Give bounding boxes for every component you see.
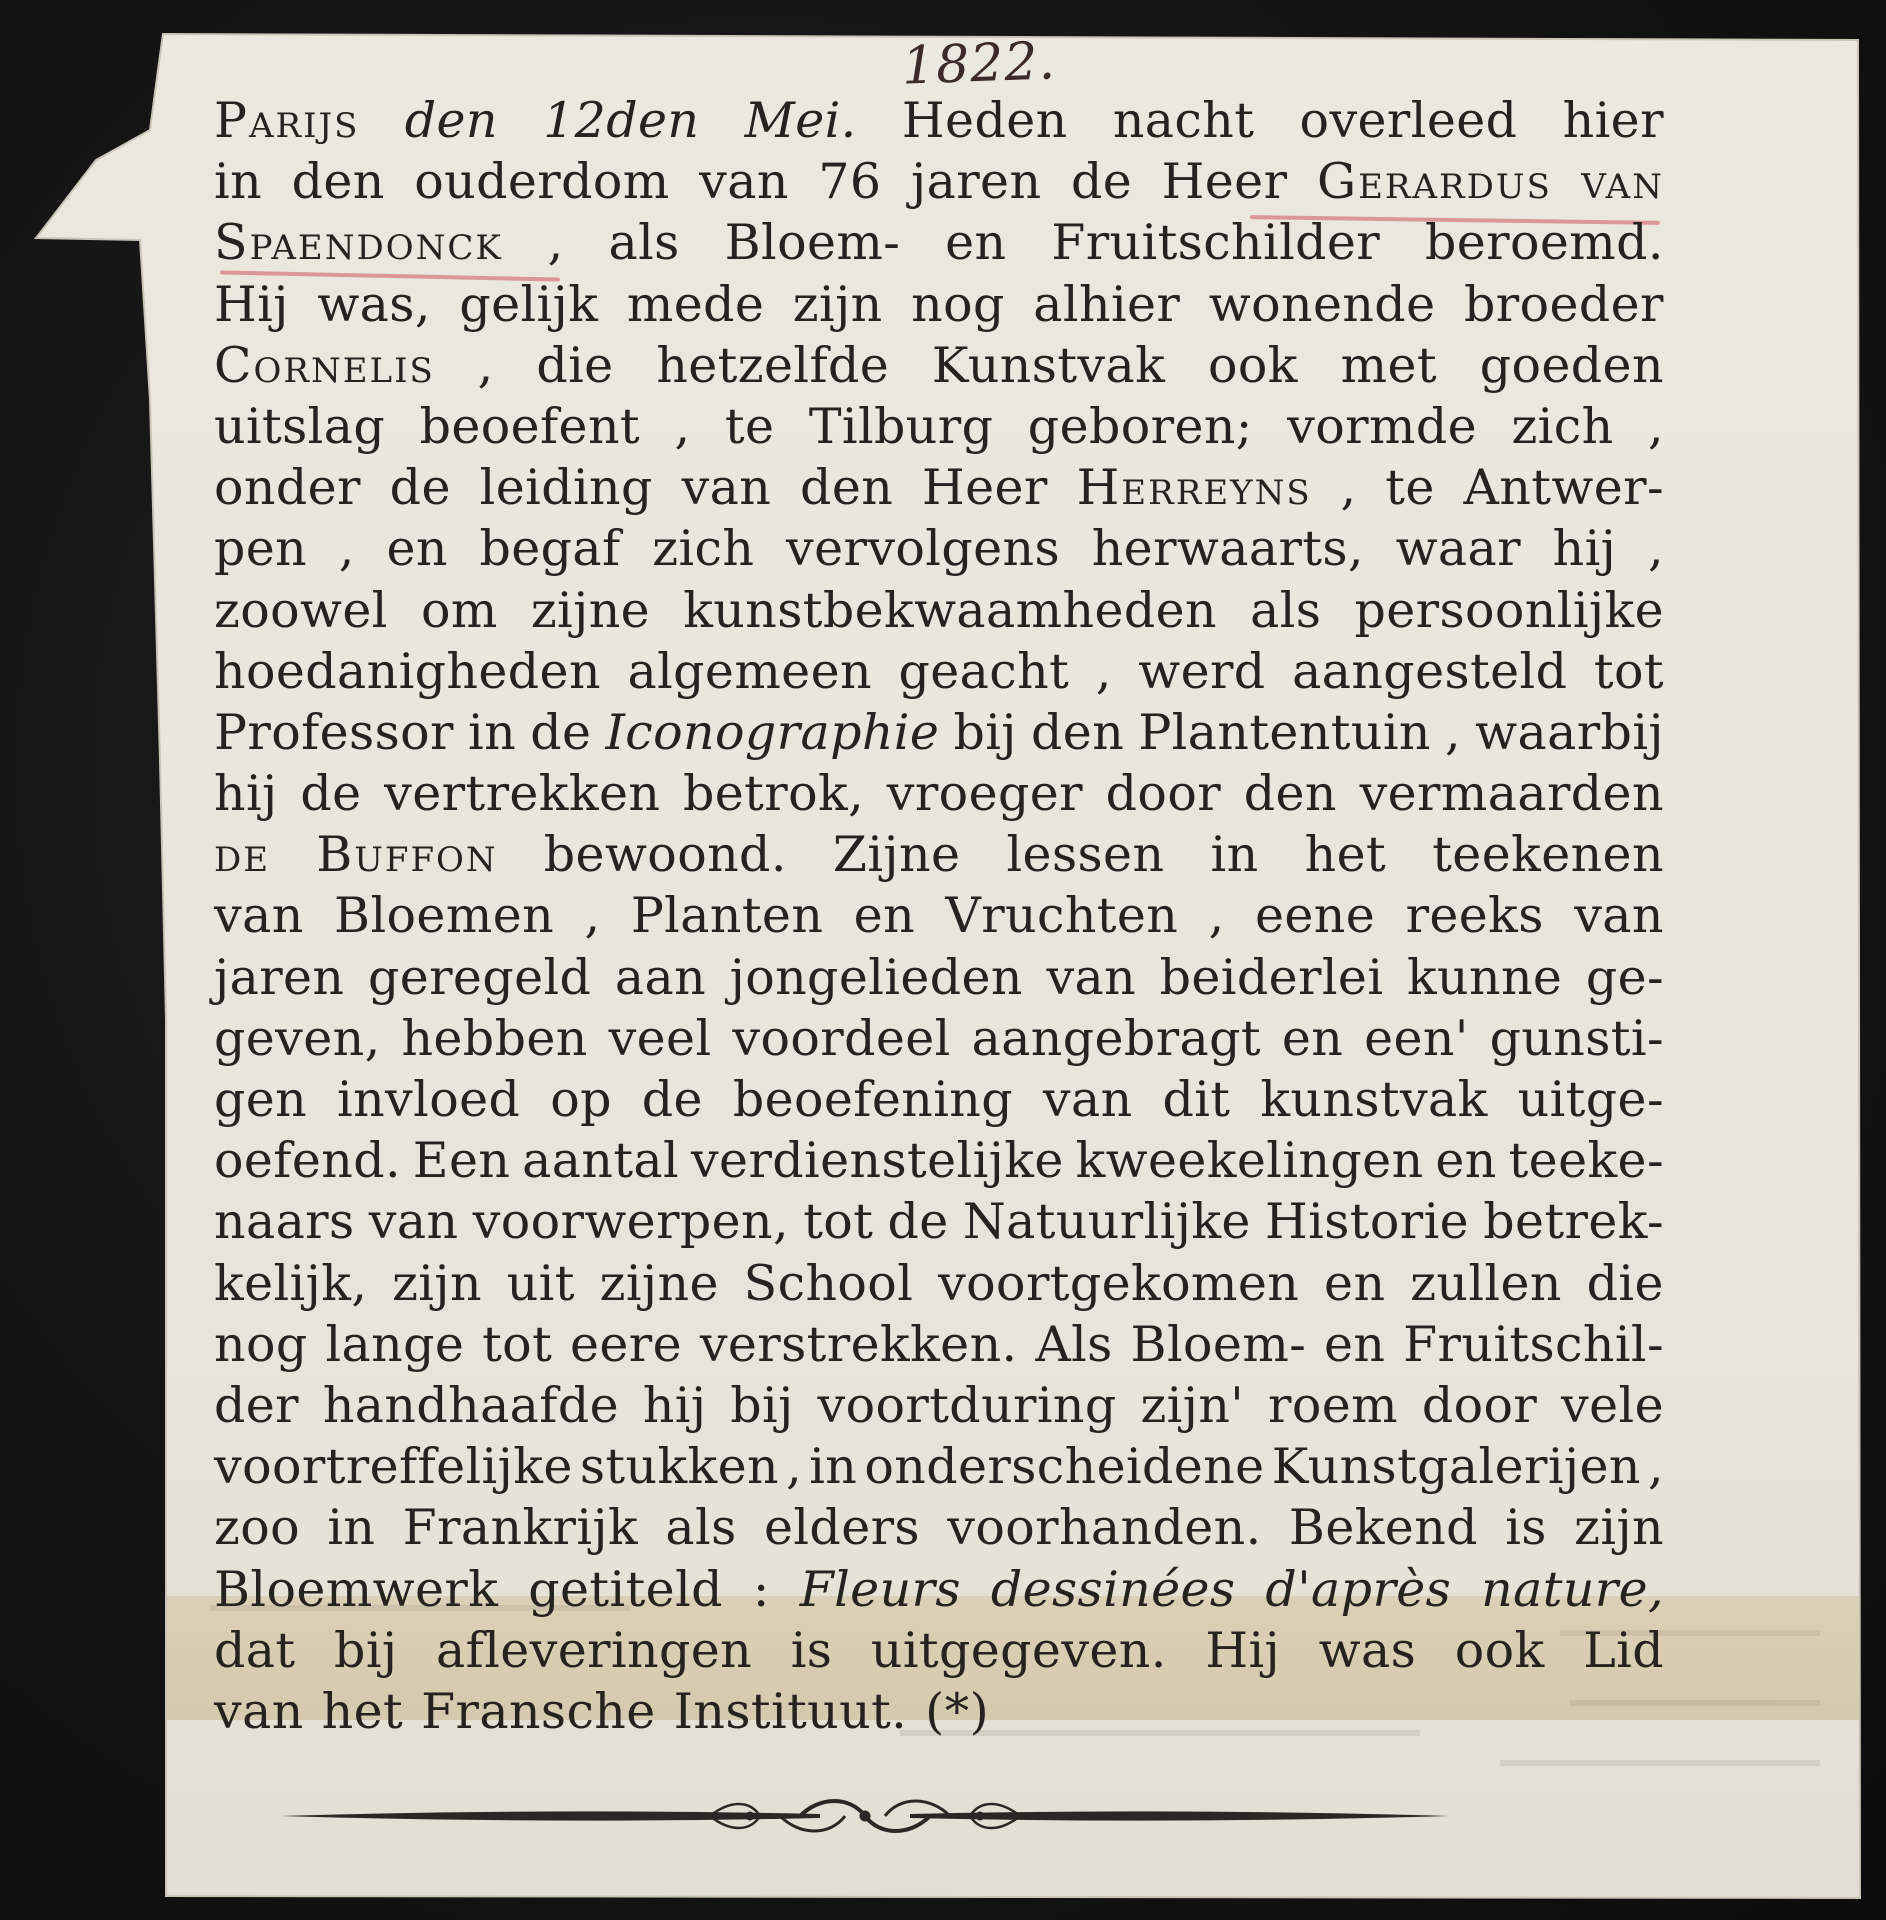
word: , <box>1648 1438 1664 1496</box>
word: wonende <box>1208 275 1436 333</box>
word: Tilburg <box>808 397 994 455</box>
word: stukken <box>579 1438 779 1496</box>
word: en <box>853 887 916 945</box>
article-line <box>214 1069 1664 1130</box>
article-line <box>214 1681 1664 1742</box>
word: Bloemen <box>334 887 555 945</box>
article-line <box>214 947 1664 1008</box>
word: nog <box>214 1315 308 1373</box>
word: kunne <box>1406 948 1563 1006</box>
word: vele <box>1561 1376 1664 1434</box>
article-line <box>214 457 1664 518</box>
article-line <box>214 1559 1664 1620</box>
word: ge- <box>1585 948 1664 1006</box>
word: lange <box>325 1315 465 1373</box>
word: hij <box>642 1376 707 1434</box>
article-line <box>214 1375 1664 1436</box>
word: , <box>584 887 601 945</box>
word: zich <box>652 520 755 578</box>
word: voortduring <box>817 1376 1117 1434</box>
word: gunsti- <box>1489 1009 1664 1067</box>
word: eene <box>1255 887 1376 945</box>
word: ook <box>1207 336 1298 394</box>
word: om <box>420 581 498 639</box>
word: Fruitschil- <box>1403 1315 1664 1373</box>
word: , <box>1095 642 1112 700</box>
word: , <box>338 520 355 578</box>
article-line <box>214 1130 1664 1191</box>
word: ook <box>1454 1621 1545 1679</box>
word: Bloem- <box>1130 1315 1307 1373</box>
word: als <box>608 214 680 272</box>
word: Professor <box>214 703 454 761</box>
proper-name: Herreyns <box>1076 459 1312 517</box>
word: in <box>327 1499 376 1557</box>
word: onderscheidene <box>864 1438 1265 1496</box>
word: vervolgens <box>786 520 1061 578</box>
word: jaren <box>911 153 1042 211</box>
word: de <box>530 703 592 761</box>
word: onder <box>214 459 361 517</box>
word: zijn' <box>1140 1376 1245 1434</box>
word: dat <box>214 1621 296 1679</box>
word: 76 <box>818 153 882 211</box>
word: broeder <box>1464 275 1664 333</box>
word: die <box>536 336 614 394</box>
word: de <box>389 459 451 517</box>
word: Heer <box>921 459 1048 517</box>
italic-phrase: den <box>404 92 498 149</box>
word: begaf <box>479 520 621 578</box>
word: : <box>752 1560 770 1618</box>
word: Heden <box>901 92 1068 149</box>
word: geboren; <box>1027 397 1253 455</box>
word: betrok, <box>683 765 865 823</box>
word: zoowel <box>214 581 388 639</box>
word: zich <box>1511 397 1614 455</box>
word: , <box>1647 520 1664 578</box>
word: voortgekomen <box>938 1254 1300 1312</box>
word: kweekelingen <box>1075 1132 1424 1190</box>
proper-name: Cornelis <box>214 336 435 394</box>
word: afleveringen <box>436 1621 753 1679</box>
word: , <box>1208 887 1225 945</box>
word: persoonlijke <box>1354 581 1664 639</box>
word: handhaafde <box>322 1376 619 1434</box>
italic-phrase: dessinées <box>990 1560 1236 1618</box>
handwritten-year: 1822. <box>900 31 1057 97</box>
word: geregeld <box>367 948 592 1006</box>
word: is <box>790 1621 833 1679</box>
word: Bloemwerk <box>214 1560 499 1618</box>
word: Planten <box>630 887 824 945</box>
word: , <box>477 336 494 394</box>
word: tot <box>803 1193 874 1251</box>
word: jaren <box>214 948 345 1006</box>
word: Fransche <box>421 1682 656 1740</box>
article-line <box>214 1191 1664 1252</box>
word: Hij <box>214 275 289 333</box>
word: , <box>1647 397 1664 455</box>
italic-phrase: Fleurs <box>799 1560 961 1618</box>
word: uit <box>506 1254 575 1312</box>
word: uitslag <box>214 397 386 455</box>
word: den <box>1243 765 1337 823</box>
word-space <box>907 1681 925 1742</box>
article-body <box>214 90 1664 1742</box>
word: vertrekken <box>384 765 661 823</box>
word: Een <box>412 1132 511 1190</box>
word: het <box>321 1682 404 1740</box>
proper-name: Spaendonck <box>214 214 503 272</box>
word: hetzelfde <box>656 336 890 394</box>
italic-phrase: Mei. <box>744 92 857 149</box>
word: beroemd. <box>1425 214 1664 272</box>
word: Vruchten <box>945 887 1179 945</box>
word: aangebragt <box>971 1009 1261 1067</box>
word: beiderlei <box>1159 948 1384 1006</box>
word: uitgegeven. <box>870 1621 1167 1679</box>
word: was, <box>317 275 431 333</box>
word: en <box>1435 1132 1497 1190</box>
word: Antwer- <box>1463 459 1664 517</box>
word: en <box>1323 1315 1386 1373</box>
word: aan <box>614 948 707 1006</box>
word: was <box>1318 1621 1417 1679</box>
word: den <box>1031 703 1125 761</box>
word: goeden <box>1479 336 1664 394</box>
word: naars <box>214 1193 355 1251</box>
word: van <box>214 1682 304 1740</box>
word: , <box>547 214 564 272</box>
italic-phrase: d'après <box>1265 1560 1452 1618</box>
word: hij <box>1552 520 1617 578</box>
word: en <box>945 214 1007 272</box>
word: overleed <box>1299 92 1518 149</box>
word: Heer <box>1161 153 1288 211</box>
article-line <box>214 1008 1664 1069</box>
article-line <box>214 1253 1664 1314</box>
word: als <box>665 1499 737 1557</box>
word: in <box>1210 826 1259 884</box>
word: (*) <box>925 1682 990 1740</box>
article-line <box>214 274 1664 335</box>
word: gelijk <box>459 275 599 333</box>
word: beoefening <box>732 1071 1013 1128</box>
word: in <box>468 703 517 761</box>
word: Als <box>1035 1315 1113 1373</box>
word: kelijk, <box>214 1254 368 1312</box>
italic-phrase: Iconographie <box>605 703 940 761</box>
word: van <box>214 887 304 945</box>
word: en <box>1281 1009 1344 1067</box>
proper-name: Buffon <box>316 826 498 884</box>
article-line <box>214 90 1664 151</box>
word: en <box>386 520 448 578</box>
word: van <box>1046 948 1137 1006</box>
word: beoefent <box>419 397 641 455</box>
word: het <box>1304 826 1387 884</box>
word: en <box>1324 1254 1386 1312</box>
word: elders <box>763 1499 920 1557</box>
article-line <box>214 702 1664 763</box>
word: verdienstelijke <box>690 1132 1064 1190</box>
word: aantal <box>522 1132 680 1190</box>
word: oefend. <box>214 1132 401 1190</box>
word: zijn <box>792 275 883 333</box>
word: , <box>786 1438 803 1496</box>
italic-phrase: 12den <box>543 92 700 149</box>
proper-name: Gerardus <box>1316 153 1552 211</box>
article-line <box>214 885 1664 946</box>
word: Hij <box>1205 1621 1281 1679</box>
word: voorwerpen, <box>472 1193 789 1251</box>
word: hier <box>1562 92 1664 149</box>
word: Natuurlijke <box>962 1193 1251 1251</box>
word: door <box>1421 1376 1538 1434</box>
word: te <box>724 397 775 455</box>
ornament-flourish-icon <box>280 1801 1450 1831</box>
word: Bloem- <box>724 214 901 272</box>
word: een' <box>1364 1009 1469 1067</box>
word: van <box>1574 887 1664 945</box>
word: invloed <box>337 1071 521 1128</box>
word: algemeen <box>627 642 872 700</box>
article-line <box>214 335 1664 396</box>
word: mede <box>626 275 765 333</box>
word: ouderdom <box>414 153 670 211</box>
word: reeks <box>1405 887 1544 945</box>
italic-phrase: nature, <box>1481 1560 1664 1618</box>
word: nog <box>911 275 1005 333</box>
word: veel <box>608 1009 712 1067</box>
word-space <box>989 1681 1007 1742</box>
word: hij <box>214 765 278 823</box>
word: pen <box>214 520 308 578</box>
word: getiteld <box>528 1560 723 1618</box>
word: eere <box>569 1315 683 1373</box>
word: kunstbekwaamheden <box>683 581 1218 639</box>
word: geven, <box>214 1009 381 1067</box>
word: met <box>1340 336 1437 394</box>
article-line <box>214 396 1664 457</box>
article-line <box>214 151 1664 212</box>
word: vermaarden <box>1359 765 1664 823</box>
word: werd <box>1138 642 1266 700</box>
word: voordeel <box>732 1009 951 1067</box>
word-space <box>403 1681 421 1742</box>
word: betrek- <box>1483 1193 1664 1251</box>
word: den <box>291 153 385 211</box>
word: de <box>887 1193 949 1251</box>
word: teekenen <box>1432 826 1664 884</box>
word: Fruitschilder <box>1051 214 1381 272</box>
word: waar <box>1395 520 1521 578</box>
word: Plantentuin <box>1138 703 1431 761</box>
proper-name: Parijs <box>214 92 360 149</box>
word: den <box>800 459 894 517</box>
word: , <box>1445 703 1461 761</box>
word: is <box>1505 1499 1547 1557</box>
word: bij <box>334 1621 398 1679</box>
word: vormde <box>1287 397 1477 455</box>
word: bewoond. <box>543 826 787 884</box>
word: kunstvak <box>1260 1071 1488 1128</box>
proper-name: de <box>214 826 271 884</box>
article-line <box>214 824 1664 885</box>
word: lessen <box>1006 826 1165 884</box>
word: voortreffelijke <box>214 1438 573 1496</box>
word: zijn <box>1574 1499 1664 1557</box>
word: dit <box>1162 1071 1231 1128</box>
word: van <box>681 459 772 517</box>
proper-name: van <box>1581 153 1664 211</box>
word: jongelieden <box>729 948 1023 1006</box>
word: in <box>809 1438 858 1496</box>
word: op <box>550 1071 612 1128</box>
word: tot <box>482 1315 553 1373</box>
word: van <box>368 1193 459 1251</box>
word: roem <box>1268 1376 1398 1434</box>
article-line <box>214 1436 1664 1497</box>
word: School <box>743 1254 914 1312</box>
word: Instituut. <box>673 1682 908 1740</box>
word: de <box>641 1071 703 1128</box>
word: in <box>214 153 263 211</box>
word: der <box>214 1376 299 1434</box>
word: Frankrijk <box>402 1499 639 1557</box>
word: Historie <box>1265 1193 1470 1251</box>
word: Kunstvak <box>931 336 1166 394</box>
word-space <box>304 1681 322 1742</box>
word: zoo <box>214 1499 301 1557</box>
word: zijne <box>599 1254 719 1312</box>
word: nacht <box>1112 92 1255 149</box>
word-space <box>656 1681 674 1742</box>
word: verstrekken. <box>699 1315 1018 1373</box>
article-line <box>214 641 1664 702</box>
word: Lid <box>1583 1621 1664 1679</box>
article-line <box>214 1620 1664 1681</box>
word: teeke- <box>1508 1132 1664 1190</box>
word: van <box>699 153 789 211</box>
word: tot <box>1593 642 1664 700</box>
word: hoedanigheden <box>214 642 601 700</box>
word: voorhanden. <box>947 1499 1262 1557</box>
word: waarbij <box>1475 703 1664 761</box>
word: leiding <box>479 459 653 517</box>
word: de <box>300 765 362 823</box>
word: te <box>1385 459 1435 517</box>
word: Zijne <box>832 826 961 884</box>
word: bij <box>730 1376 794 1434</box>
word: geacht <box>898 642 1070 700</box>
article-line <box>214 518 1664 579</box>
word: uitge- <box>1517 1071 1664 1128</box>
article-line <box>214 212 1664 273</box>
word: aangesteld <box>1292 642 1568 700</box>
article-line <box>214 580 1664 641</box>
word: , <box>1340 459 1357 517</box>
word: Bekend <box>1288 1499 1478 1557</box>
word: , <box>674 397 691 455</box>
word: bij <box>953 703 1017 761</box>
article-line <box>214 1497 1664 1558</box>
word: de <box>1070 153 1133 211</box>
word: door <box>1105 765 1222 823</box>
decorative-rule <box>280 1790 1450 1840</box>
word: alhier <box>1033 275 1181 333</box>
word: zijne <box>530 581 651 639</box>
word: hebben <box>401 1009 588 1067</box>
word: die <box>1586 1254 1664 1312</box>
word: Kunstgalerijen <box>1271 1438 1641 1496</box>
word: van <box>1042 1071 1133 1128</box>
word: als <box>1250 581 1322 639</box>
article-line <box>214 763 1664 824</box>
word: vroeger <box>886 765 1083 823</box>
word: zullen <box>1410 1254 1562 1312</box>
article-line <box>214 1314 1664 1375</box>
word: zijn <box>392 1254 482 1312</box>
word: herwaarts, <box>1091 520 1364 578</box>
word: gen <box>214 1071 308 1128</box>
